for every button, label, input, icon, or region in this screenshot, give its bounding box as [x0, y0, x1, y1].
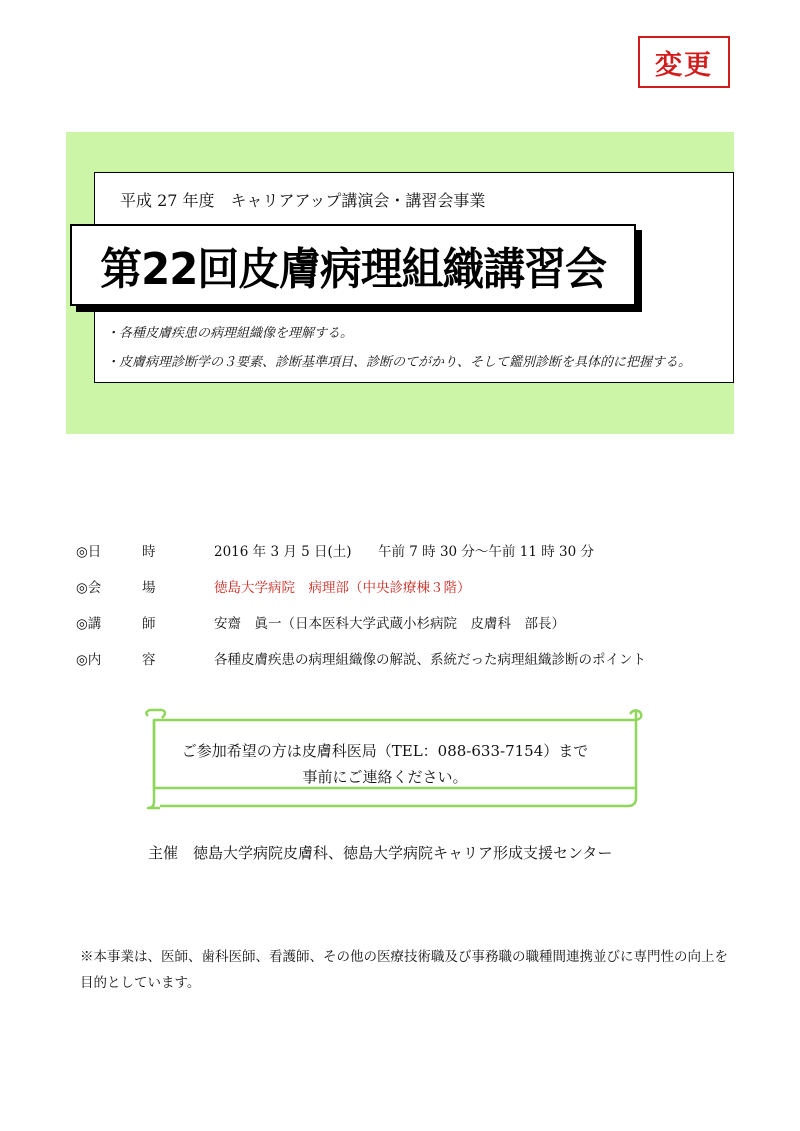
change-stamp: 変更 — [638, 36, 730, 88]
date-value: 2016 年 3 月 5 日(土) — [214, 544, 352, 560]
contact-text — [150, 738, 620, 790]
detail-label: ◎日 — [76, 544, 102, 560]
footnote: ※本事業は、医師、歯科医師、看護師、その他の医療技術職及び事務職の職種間連携並びに専門性の向上を目的としています。 — [80, 949, 728, 991]
event-subtitle: 平成 27 年度 キャリアアップ講演会・講習会事業 — [120, 191, 486, 210]
detail-label: 時 — [142, 544, 156, 560]
detail-label: ◎内 — [76, 652, 102, 668]
time-value: 午前 7 時 30 分～午前 11 時 30 分 — [378, 544, 594, 560]
detail-row-lecturer — [76, 612, 776, 648]
event-title: 第22回皮膚病理組織講習会 — [100, 244, 606, 295]
contact-line: 事前にご連絡ください。 — [302, 768, 468, 786]
objective-item: ・皮膚病理診断学の３要素、診断基準項目、診断のてがかり、そして鑑別診断を具体的に把握する。 — [106, 355, 692, 370]
event-details — [76, 540, 776, 684]
venue-value: 徳島大学病院 病理部（中央診療棟３階） — [214, 580, 471, 596]
detail-label: ◎会 — [76, 580, 102, 596]
content-value: 各種皮膚疾患の病理組織像の解説、系統だった病理組織診断のポイント — [214, 652, 646, 668]
detail-label: 場 — [142, 580, 156, 596]
objectives-list — [106, 322, 732, 380]
objective-item: ・各種皮膚疾患の病理組織像を理解する。 — [106, 326, 354, 341]
title-box — [70, 224, 636, 306]
detail-row-date — [76, 540, 776, 576]
detail-row-venue — [76, 576, 776, 612]
detail-label: 容 — [142, 652, 156, 668]
detail-label: ◎講 — [76, 616, 102, 632]
detail-row-content — [76, 648, 776, 684]
contact-line: ご参加希望の方は皮膚科医局（TEL：088-633-7154）まで — [181, 742, 589, 760]
organizer-text: 主催 徳島大学病院皮膚科、徳島大学病院キャリア形成支援センター — [148, 844, 613, 862]
lecturer-value: 安齋 眞一（日本医科大学武蔵小杉病院 皮膚科 部長） — [214, 616, 565, 632]
detail-label: 師 — [142, 616, 156, 632]
